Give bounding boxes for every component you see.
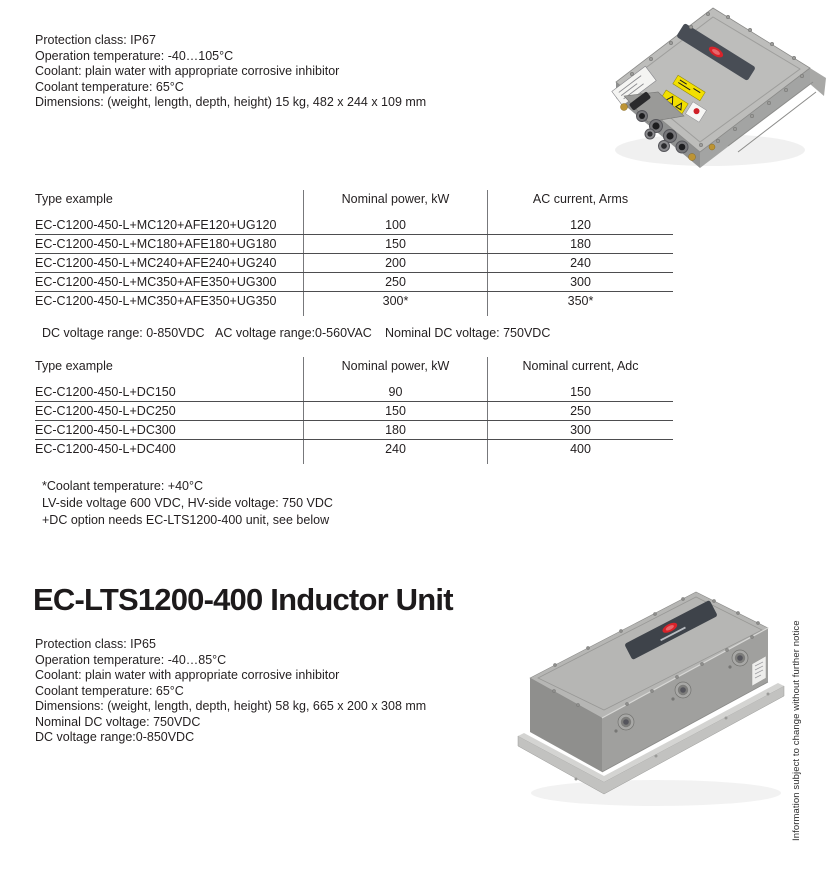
spec-line: Operation temperature: -40…85°C (35, 652, 227, 667)
table-divider-extension (35, 459, 673, 464)
value-cell: 240 (303, 440, 487, 459)
spec-line: Dimensions: (weight, length, depth, height) 15 kg, 482 x 244 x 109 mm (35, 95, 427, 109)
table-row (35, 440, 673, 459)
converter-product-photo (588, 0, 830, 172)
dc-options-table (35, 357, 673, 464)
ac-options-table (35, 190, 673, 316)
value-cell: 300 (487, 421, 673, 439)
spacer-cell (303, 311, 487, 316)
table-row (35, 254, 673, 273)
inductor-product-photo (516, 586, 806, 816)
value-cell: 100 (303, 216, 487, 234)
value-cell: 400 (487, 440, 673, 459)
spec-line: *Coolant temperature: +40°C (42, 479, 203, 493)
value-cell: 150 (303, 402, 487, 420)
table-row (35, 421, 673, 440)
footnotes-block (42, 478, 333, 529)
type-example-cell: EC-C1200-450-L+MC180+AFE180+UG180 (35, 237, 277, 251)
spec-line: Operation temperature: -40…105°C (35, 48, 234, 63)
type-example-cell: EC-C1200-450-L+MC240+AFE240+UG240 (35, 256, 277, 270)
type-example-cell: EC-C1200-450-L+DC300 (35, 423, 176, 437)
value-cell: 90 (303, 383, 487, 401)
dc-voltage-range: DC voltage range: 0-850VDC (42, 326, 205, 340)
spacer-cell (487, 311, 673, 316)
column-header: Nominal current, Adc (487, 357, 673, 383)
inductor-spec-block (35, 637, 426, 746)
type-example-cell: EC-C1200-450-L+MC350+AFE350+UG300 (35, 275, 277, 289)
spec-line: DC voltage range:0-850VDC (35, 730, 195, 744)
type-example-cell: EC-C1200-450-L+DC150 (35, 385, 176, 399)
type-example-cell: EC-C1200-450-L+MC120+AFE120+UG120 (35, 218, 277, 232)
converter-spec-block (35, 33, 426, 111)
table-row (35, 383, 673, 402)
value-cell: 150 (303, 235, 487, 253)
spec-line: Protection class: IP65 (35, 637, 156, 651)
table-row (35, 402, 673, 421)
value-cell: 240 (487, 254, 673, 272)
type-example-cell: EC-C1200-450-L+DC400 (35, 442, 176, 456)
spacer-cell (35, 311, 303, 316)
table-divider-extension (35, 311, 673, 316)
table-row (35, 216, 673, 235)
spec-line: Coolant: plain water with appropriate corrosive inhibitor (35, 668, 340, 682)
table-header-row (35, 357, 673, 383)
disclaimer-side-note: Information subject to change without further notice (791, 620, 802, 841)
value-cell: 120 (487, 216, 673, 234)
value-cell: 250 (487, 402, 673, 420)
table-header-row (35, 190, 673, 216)
value-cell: 150 (487, 383, 673, 401)
ac-voltage-range: AC voltage range:0-560VAC (215, 326, 372, 340)
spacer-cell (35, 459, 303, 464)
table-row (35, 273, 673, 292)
value-cell: 350* (487, 292, 673, 311)
column-header: Type example (35, 192, 113, 206)
spacer-cell (487, 459, 673, 464)
value-cell: 250 (303, 273, 487, 291)
table-row (35, 292, 673, 311)
spec-line: Protection class: IP67 (35, 33, 156, 47)
value-cell: 180 (303, 421, 487, 439)
spec-line: Coolant: plain water with appropriate corrosive inhibitor (35, 64, 340, 78)
spec-line: +DC option needs EC-LTS1200-400 unit, see below (42, 513, 330, 527)
value-cell: 200 (303, 254, 487, 272)
spec-line: Nominal DC voltage: 750VDC (35, 714, 201, 729)
value-cell: 180 (487, 235, 673, 253)
spec-line: LV-side voltage 600 VDC, HV-side voltage: 750 VDC (42, 496, 333, 510)
inductor-title: EC-LTS1200-400 Inductor Unit (33, 582, 453, 617)
value-cell: 300 (487, 273, 673, 291)
column-header: Nominal power, kW (303, 357, 487, 383)
spacer-cell (303, 459, 487, 464)
spec-line: Coolant temperature: 65°C (35, 79, 184, 94)
value-cell: 300* (303, 292, 487, 311)
column-header: Type example (35, 359, 113, 373)
photo-shadow (531, 780, 781, 806)
table-row (35, 235, 673, 254)
voltage-notes-row (0, 326, 700, 342)
nominal-dc-voltage: Nominal DC voltage: 750VDC (385, 326, 551, 340)
spec-line: Dimensions: (weight, length, depth, height) 58 kg, 665 x 200 x 308 mm (35, 699, 427, 713)
type-example-cell: EC-C1200-450-L+DC250 (35, 404, 176, 418)
spec-line: Coolant temperature: 65°C (35, 683, 184, 698)
column-header: Nominal power, kW (303, 190, 487, 216)
column-header: AC current, Arms (487, 190, 673, 216)
type-example-cell: EC-C1200-450-L+MC350+AFE350+UG350 (35, 294, 277, 308)
